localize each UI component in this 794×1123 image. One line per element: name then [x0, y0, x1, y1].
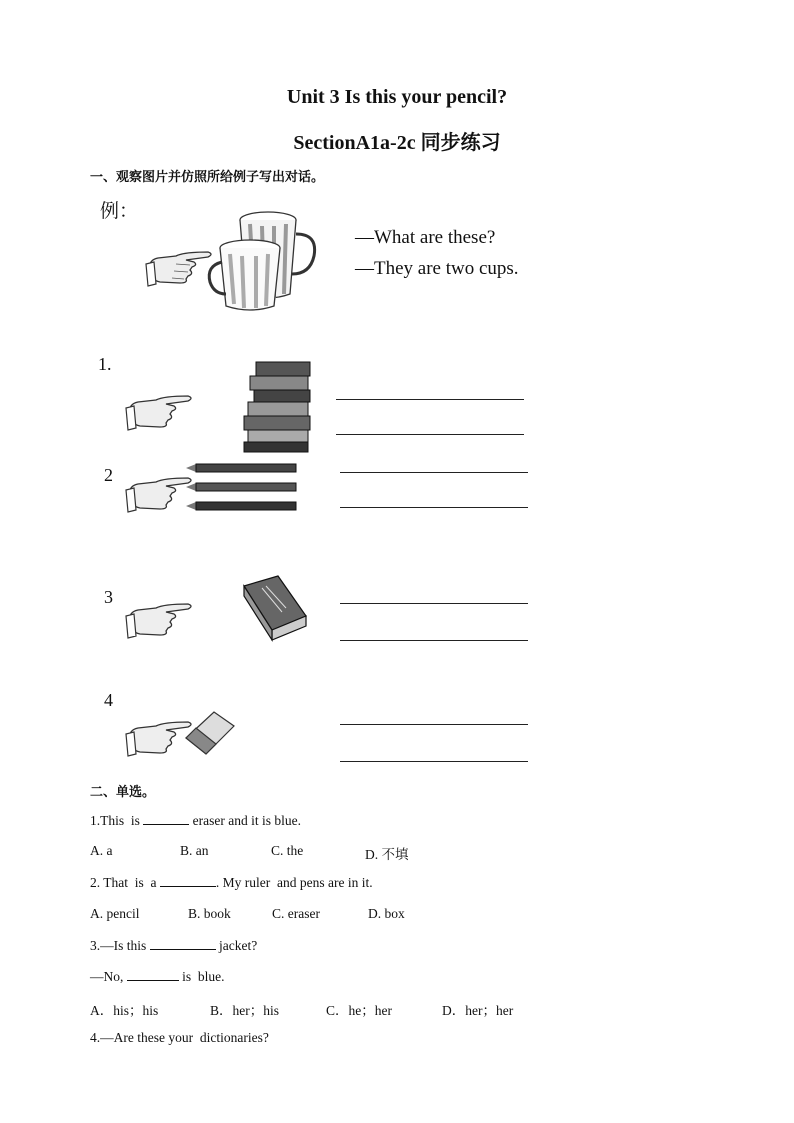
option-d[interactable]: D. 不填	[365, 847, 409, 862]
answer-line[interactable]	[336, 399, 524, 400]
example-label: 例：	[100, 200, 139, 222]
page-title: Unit 3 Is this your pencil?	[286, 86, 508, 108]
question-2: 2. That is a . My ruler and pens are in it.	[90, 875, 373, 890]
part1-heading: 一、观察图片并仿照所给例子写出对话。	[90, 170, 325, 185]
option-c[interactable]: C. eraser	[272, 906, 320, 921]
blank-field[interactable]	[160, 874, 216, 887]
example-answer: —They are two cups.	[355, 258, 519, 279]
book-icon	[242, 574, 308, 642]
option-b[interactable]: B. book	[188, 906, 231, 921]
option-b[interactable]: B. an	[180, 843, 209, 858]
example-question: —What are these?	[355, 227, 496, 248]
eraser-icon	[184, 708, 236, 758]
option-c[interactable]: C. the	[271, 843, 304, 858]
question-1: 1.This is eraser and it is blue.	[90, 813, 301, 828]
question-3-line-2: —No, is blue.	[90, 969, 225, 984]
option-a[interactable]: A. pencil	[90, 906, 140, 921]
page-subtitle: SectionA1a-2c 同步练习	[293, 132, 501, 154]
question-3: 3.—Is this jacket?	[90, 938, 258, 953]
option-c[interactable]: C．he；her	[326, 1003, 392, 1018]
option-a[interactable]: A. a	[90, 843, 113, 858]
item-number: 1.	[98, 354, 112, 374]
part2-heading: 二、单选。	[90, 785, 156, 800]
pointing-hand-icon	[126, 392, 196, 432]
answer-line[interactable]	[336, 434, 524, 435]
option-a[interactable]: A．his；his	[90, 1003, 159, 1018]
question-4: 4.—Are these your dictionaries?	[90, 1030, 269, 1045]
pointing-hand-icon	[126, 600, 196, 640]
answer-line[interactable]	[340, 724, 528, 725]
item-number: 4	[104, 690, 113, 710]
item-number: 2	[104, 465, 113, 485]
item-number: 3	[104, 587, 113, 607]
blank-field[interactable]	[150, 937, 216, 950]
option-b[interactable]: B．her；his	[210, 1003, 279, 1018]
answer-line[interactable]	[340, 761, 528, 762]
option-d[interactable]: D．her；her	[442, 1003, 514, 1018]
answer-line[interactable]	[340, 640, 528, 641]
answer-line[interactable]	[340, 507, 528, 508]
pencils-icon	[186, 460, 300, 514]
answer-line[interactable]	[340, 603, 528, 604]
cups-icon	[206, 204, 321, 314]
blank-field[interactable]	[127, 968, 179, 981]
books-icon	[242, 360, 314, 454]
answer-line[interactable]	[340, 472, 528, 473]
option-d[interactable]: D. box	[368, 906, 405, 921]
blank-field[interactable]	[143, 812, 189, 825]
